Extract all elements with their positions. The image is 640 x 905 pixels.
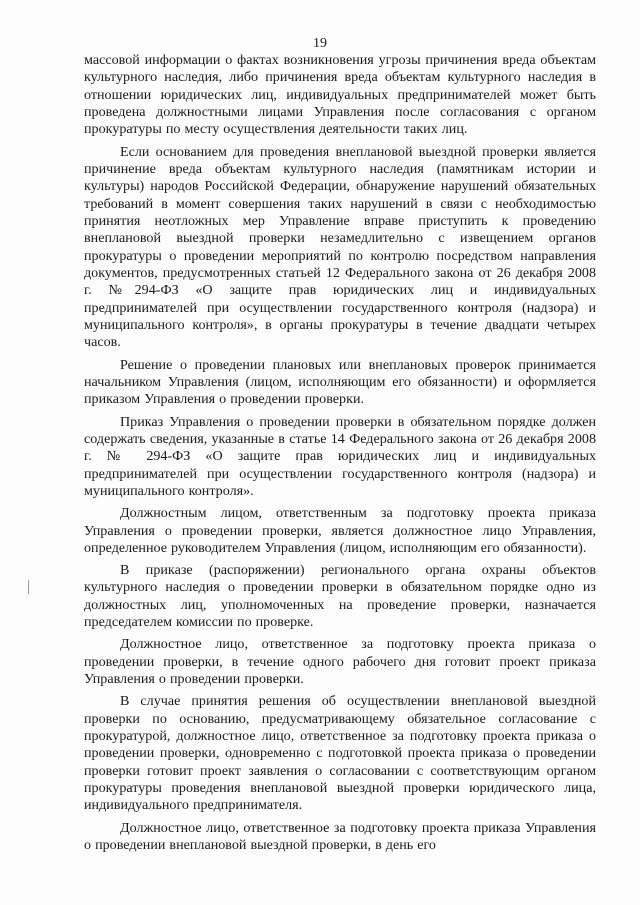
paragraph: В приказе (распоряжении) регионального органа охраны объектов культурного наследия о проведении проверки в обязательном порядке одно из должностных лиц, уполномоченных на проведение проверки, назначается председателем комиссии по проверке. (84, 562, 596, 631)
page-number: 19 (313, 36, 327, 51)
paragraph: Должностным лицом, ответственным за подготовку проекта приказа Управления о проведении проверки, является должностное лицо Управления, определенное руководителем Управления (лицом, исполняющим его обязанности). (84, 505, 596, 556)
margin-mark (28, 580, 29, 594)
paragraph: Приказ Управления о проведении проверки в обязательном порядке должен содержать сведения, указанные в статье 14 Федерального закона от 26 декабря 2008 г. № 294-ФЗ «О защите прав юридических лиц и индивидуальных предпринимателей при осуществлении государственного контроля (надзора) и муниципального контроля». (84, 413, 596, 499)
paragraph: Решение о проведении плановых или внеплановых проверок принимается начальником Управления (лицом, исполняющим его обязанности) и оформляется приказом Управления о проведении проверки. (84, 356, 596, 408)
paragraph-continuation: массовой информации о фактах возникновения угрозы причинения вреда объектам культурного наследия, либо причинения вреда объектам культурного наследия в отношении юридических лиц, индивидуальных предпринимателей может быть проведена должностными лицами Управления после согласования с органом прокуратуры по месту осуществления деятельности таких лиц. (84, 52, 596, 138)
document-body (84, 52, 596, 854)
paragraph: Должностное лицо, ответственное за подготовку проекта приказа Управления о проведении внеплановой выездной проверки, в день его (84, 819, 596, 853)
paragraph: Должностное лицо, ответственное за подготовку проекта приказа о проведении проверки, в течение одного рабочего дня готовит проект приказа Управления о проведении проверки. (84, 636, 596, 688)
paragraph: Если основанием для проведения внеплановой выездной проверки является причинение вреда объектам культурного наследия (памятникам истории и культуры) народов Российской Федерации, обнаружение нарушений обязательных требований в момент совершения таких нарушений в связи с необходимостью принятия неотложных мер Управление вправе приступить к проведению внеплановой выездной проверки незамедлительно с извещением органов прокуратуры о проведении мероприятий по контролю посредством направления документов, предусмотренных статьей 12 Федерального закона от 26 декабря 2008 г. №294-ФЗ «О защите прав юридических лиц и индивидуальных предпринимателей при осуществлении государственного контроля (надзора) и муниципального контроля», в органы прокуратуры в течение двадцати четырех часов. (84, 143, 596, 351)
paragraph: В случае принятия решения об осуществлении внеплановой выездной проверки по основанию, предусматривающему обязательное согласование с прокуратурой, должностное лицо, ответственное за подготовку проекта приказа о проведении проверки, одновременно с подготовкой проекта приказа о проведении проверки готовит проект заявления о согласовании с соответствующим органом прокуратуры проведения внеплановой выездной проверки юридического лица, индивидуального предпринимателя. (84, 693, 596, 814)
